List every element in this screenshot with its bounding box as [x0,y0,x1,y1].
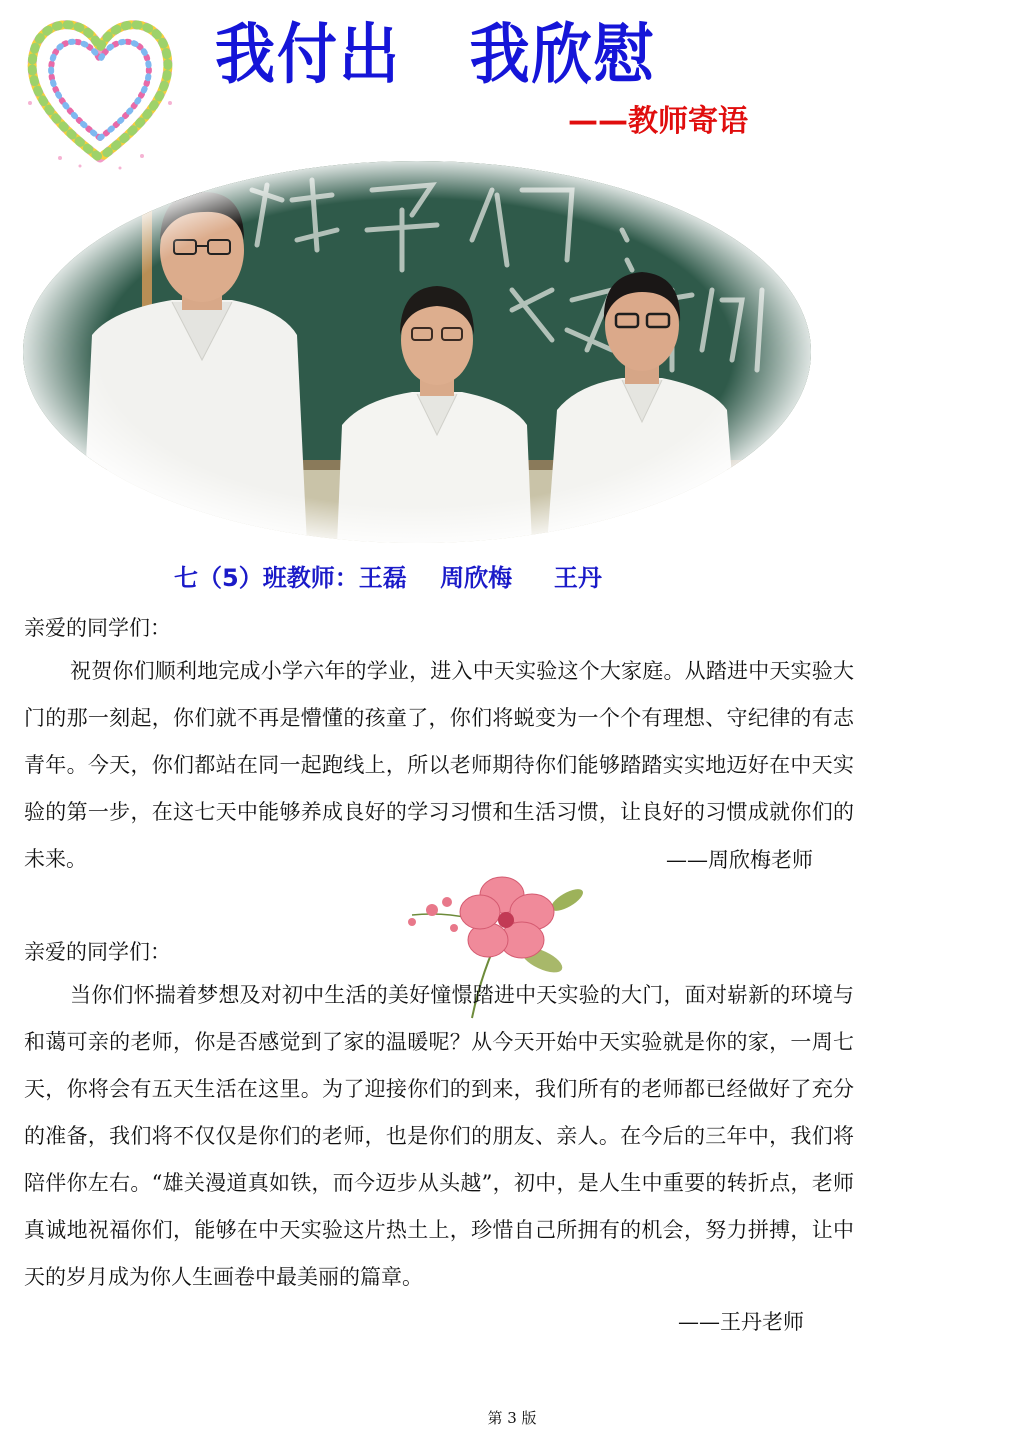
page-number: 第 3 版 [487,1409,537,1427]
photo-caption: 七（5）班教师：王磊 周欣梅 王丹 [174,564,602,592]
letter-1-salutation: 亲爱的同学们： [24,616,171,640]
teachers-photo [22,160,812,545]
letter-2-signature: ——王丹老师 [678,1310,804,1334]
flower-heart-icon [20,8,180,173]
page-subtitle: ——教师寄语 [568,104,748,139]
letter-1-body: 祝贺你们顺利地完成小学六年的学业，进入中天实验这个大家庭。从踏进中天实验大门的那一刻起，你们就不再是懵懂的孩童了，你们将蜕变为一个个有理想、守纪律的有志青年。今天，你们都站在同一起跑线上，所以老师期待你们能够踏踏实实地迈好在中天实验的第一步，在这七天中能够养成良好的学习习惯和生活习惯，让良好的习惯成就你们的未来。 [24,659,854,871]
letter-1-signature: ——周欣梅老师 [666,848,813,872]
letter-2-body: 当你们怀揣着梦想及对初中生活的美好憧憬踏进中天实验的大门，面对崭新的环境与和蔼可亲的老师，你是否感觉到了家的温暖呢？从今天开始中天实验就是你的家，一周七天，你将会有五天生活在这里。为了迎接你们的到来，我们所有的老师都已经做好了充分的准备，我们将不仅仅是你们的老师，也是你们的朋友、亲人。在今后的三年中，我们将陪伴你左右。“雄关漫道真如铁，而今迈步从头越”，初中，是人生中重要的转折点，老师真诚地祝福你们，能够在中天实验这片热土上，珍惜自己所拥有的机会，努力拼搏，让中天的岁月成为你人生画卷中最美丽的篇章。 [24,983,854,1289]
letter-2-salutation: 亲爱的同学们： [24,940,171,964]
page-title: 我付出 我欣慰 [215,16,656,94]
